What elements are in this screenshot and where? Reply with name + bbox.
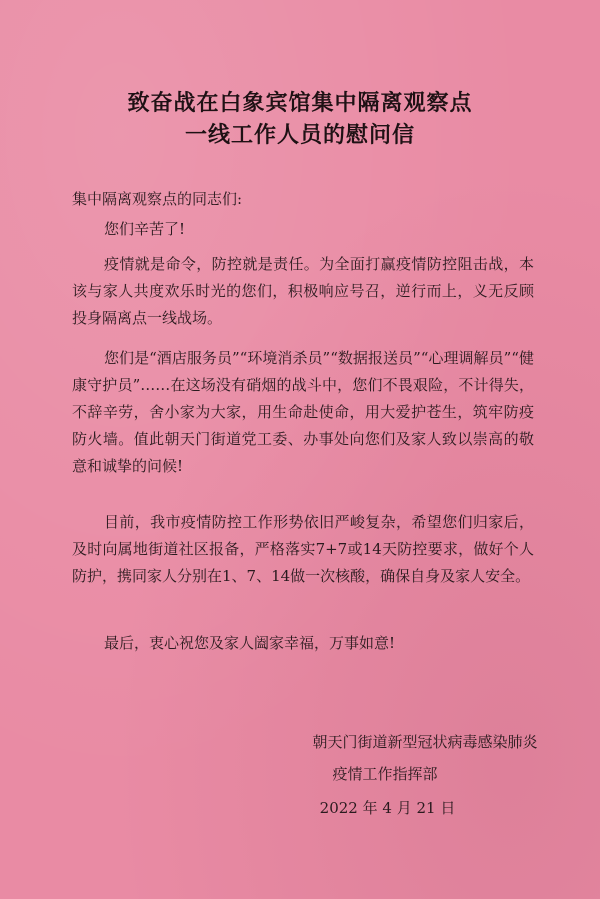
paragraph-dedication: 疫情就是命令，防控就是责任。为全面打赢疫情防控阻击战，本该与家人共度欢乐时光的您们，积极响应号召，逆行而上，义无反顾投身隔离点一线战场。 [72,255,534,327]
paragraph-instructions: 目前，我市疫情防控工作形势依旧严峻复杂，希望您们归家后，及时向属地街道社区报备，严格落实7+7或14天防控要求，做好个人防护，携同家人分别在1、7、14做一次核酸，确保自身及家人安全。 [72,513,534,585]
signature-date: 2022 年 4 月 21 日 [319,799,456,817]
letter-salutation: 集中隔离观察点的同志们: [72,190,243,208]
paragraph-roles-tribute: 您们是“酒店服务员”“环境消杀员”“数据报送员”“心理调解员”“健康守护员”……在这场没有硝烟的战斗中，您们不畏艰险，不计得失，不辞辛劳，舍小家为大家，用生命赴使命，用大爱护苍生，筑牢防疫防火墙。值此朝天门街道党工委、办事处向您们及家人致以崇高的敬意和诚挚的问候! [72,349,534,475]
letter-title-line1: 致奋战在白象宾馆集中隔离观察点 [127,90,473,116]
signature-org-line2: 疫情工作指挥部 [332,765,438,783]
letter-title-line2: 一线工作人员的慰问信 [184,122,415,148]
paragraph-greeting: 您们辛苦了! [104,220,186,238]
signature-org-line1: 朝天门街道新型冠状病毒感染肺炎 [312,733,538,751]
paragraph-closing: 最后，衷心祝您及家人阖家幸福，万事如意! [104,634,396,652]
